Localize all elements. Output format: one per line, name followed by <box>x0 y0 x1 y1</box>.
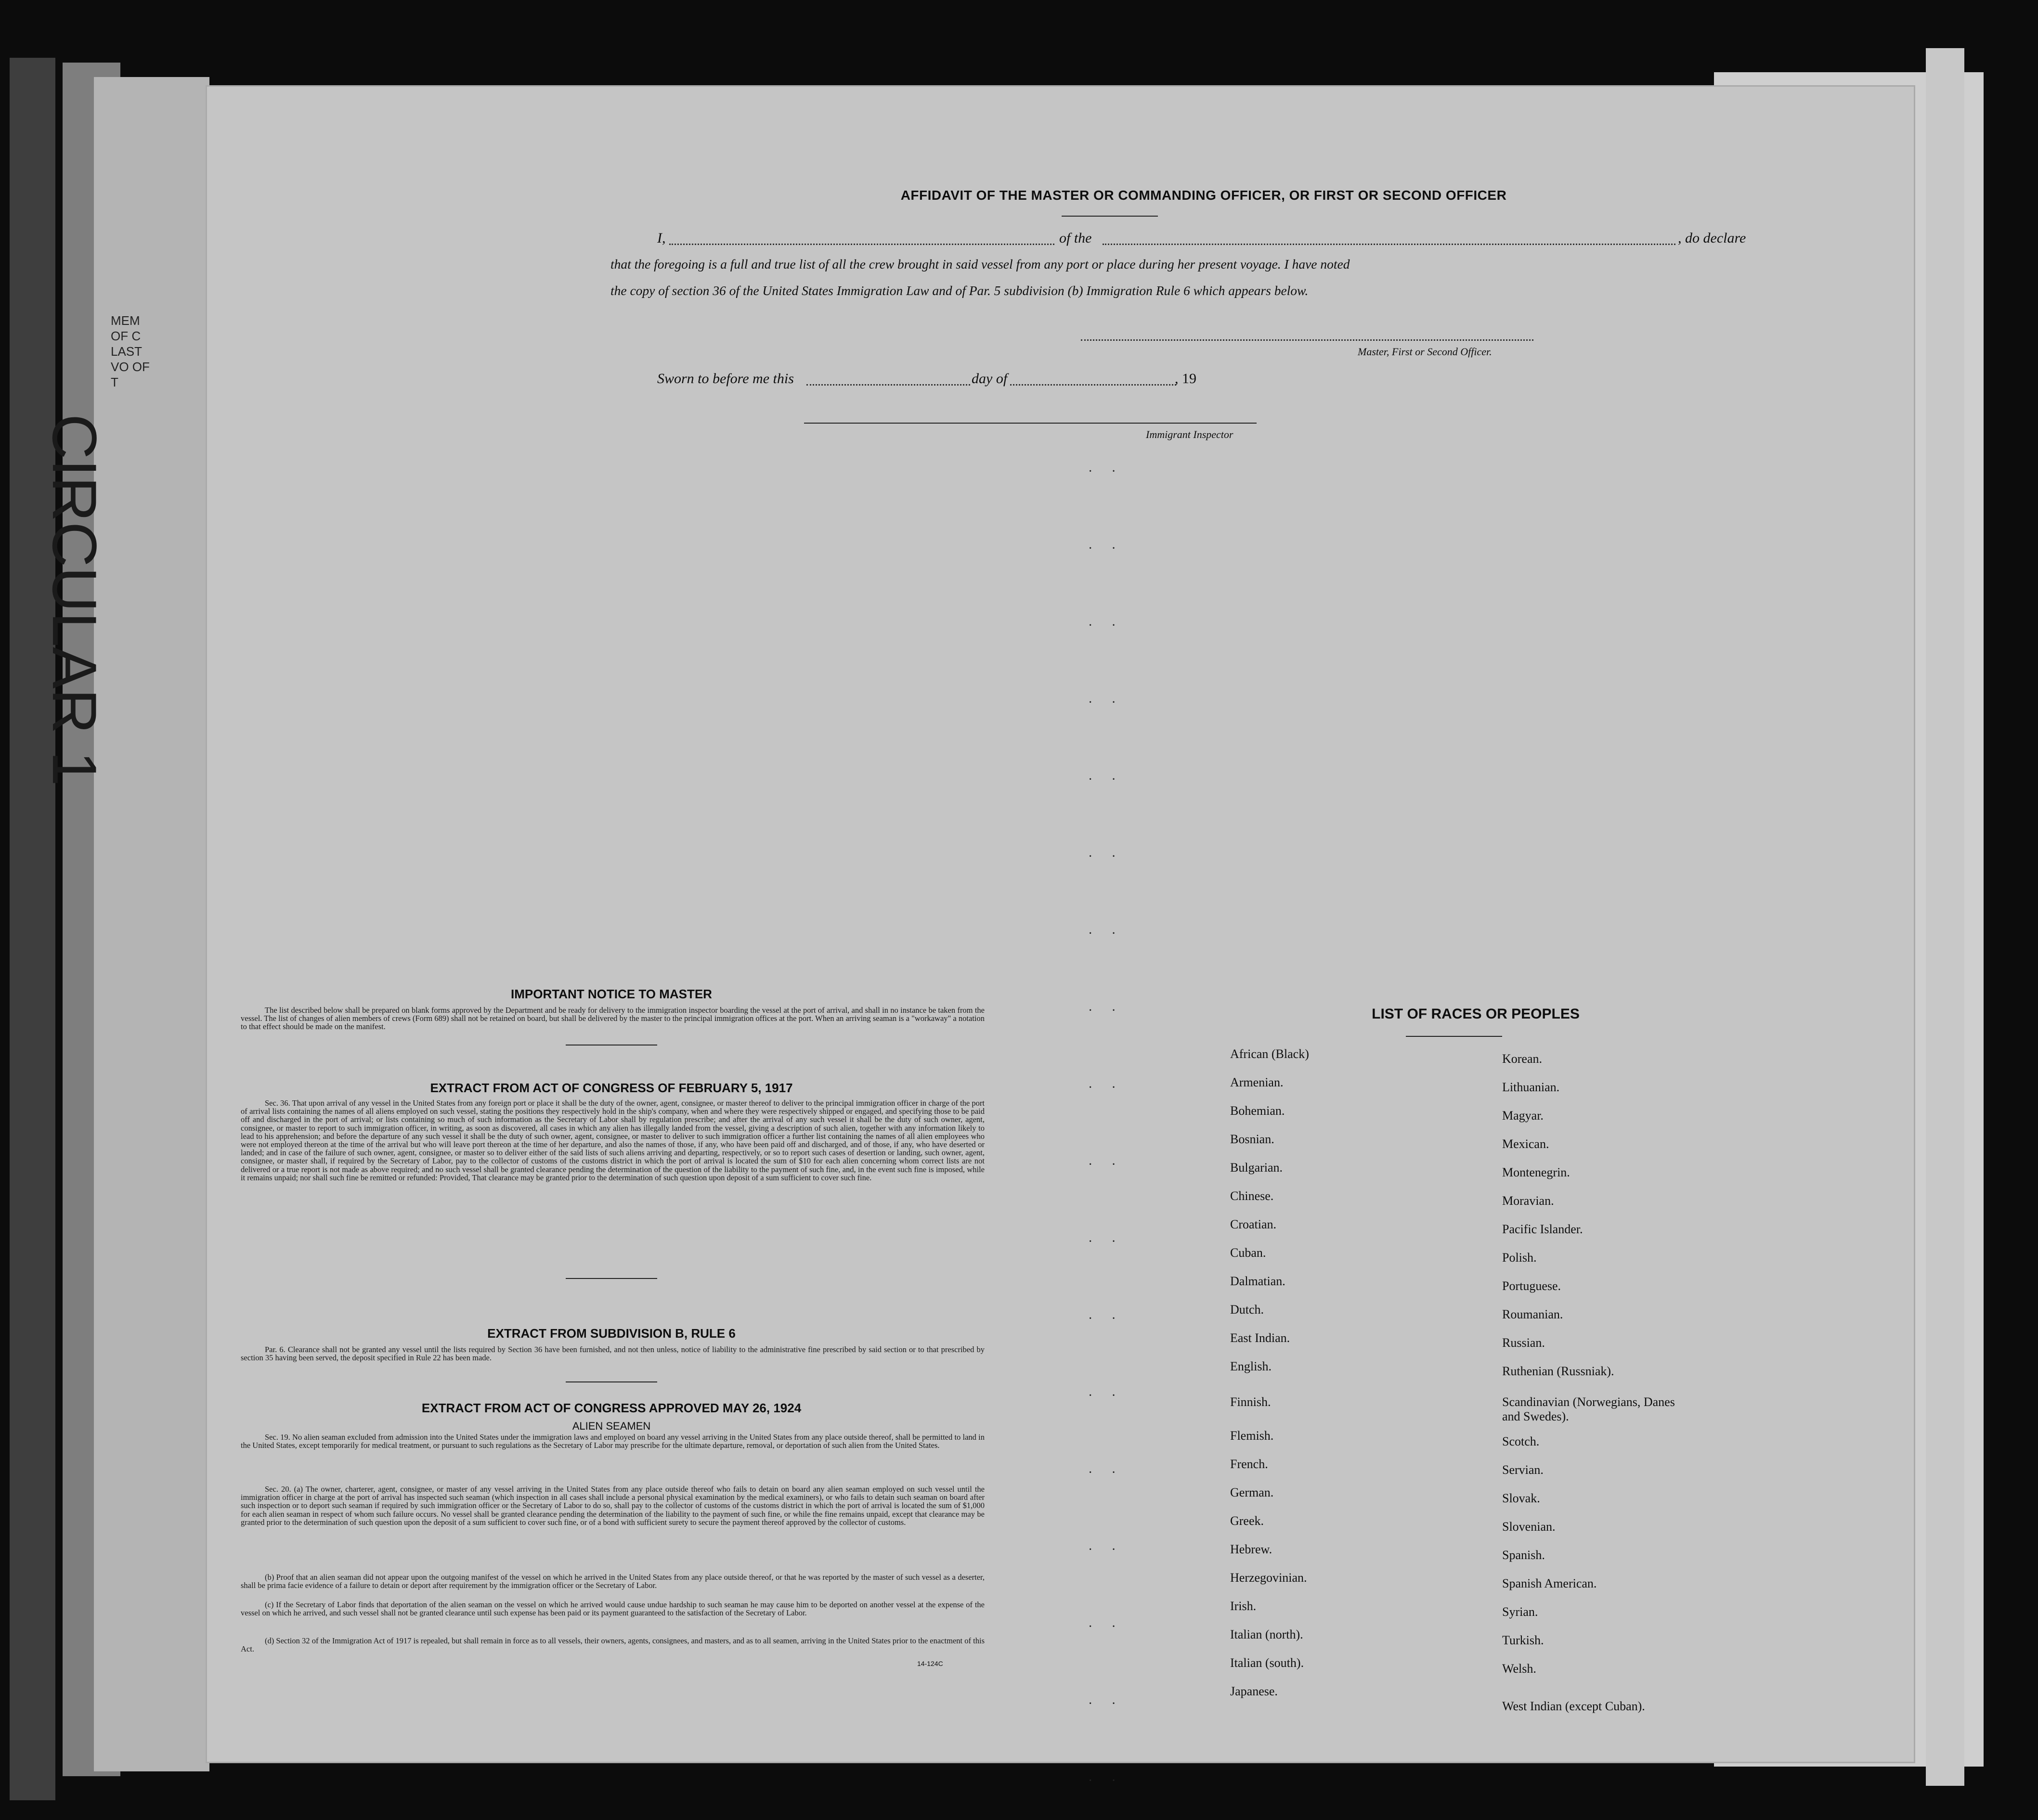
race-right-item: Lithuanian. <box>1502 1080 1560 1094</box>
affidavit-title: AFFIDAVIT OF THE MASTER OR COMMANDING OFFICER, OR FIRST OR SECOND OFFICER <box>900 188 1507 203</box>
affidavit-of-the-label: of the <box>1059 230 1092 246</box>
race-left-item: Irish. <box>1230 1599 1257 1613</box>
race-right-item: Moravian. <box>1502 1194 1554 1208</box>
inspector-signature-line <box>804 423 1257 424</box>
margin-handwritten-note: MEM OF C LAST VO OF T <box>111 313 150 389</box>
races-title-underline <box>1406 1036 1502 1037</box>
day-of-label: day of <box>972 371 1008 387</box>
underlying-page-right-edge <box>1926 48 1964 1786</box>
title-underline <box>1062 216 1158 217</box>
race-left-item: Flemish. <box>1230 1429 1274 1443</box>
race-left-item: African (Black) <box>1230 1047 1309 1061</box>
race-right-item: Scotch. <box>1502 1434 1540 1448</box>
signature-label: Master, First or Second Officer. <box>1358 346 1492 358</box>
form-page <box>207 87 1914 1788</box>
race-right-item: Ruthenian (Russniak). <box>1502 1364 1614 1378</box>
affidavit-line-2: the copy of section 36 of the United States Immigration Law and of Par. 5 subdivision (b) Immigration Rule 6 which appears below. <box>610 283 1309 298</box>
extract-1924-subtitle: ALIEN SEAMEN <box>572 1420 651 1432</box>
race-right-item: Portuguese. <box>1502 1279 1561 1293</box>
divider <box>566 1278 657 1279</box>
affidavit-do-declare: , do declare <box>1678 230 1746 246</box>
name-blank <box>669 244 1054 245</box>
race-right-item: Montenegrin. <box>1502 1165 1570 1179</box>
extract-1917-text: Sec. 36. That upon arrival of any vessel in the United States from any foreign port or place it shall be the duty of the owner, agent, consignee, or master thereof to deliver to the principal immigration officer in charge of the port of arrival lists containing the names of all aliens employed on such vessel, stating the positions they respectively hold in the ship's company, when and where they were respectively shipped or engaged, and specifying those to be paid off and discharged in the port of arrival; or lists containing so much of such information as the Secretary of Labor shall by regulation prescribe; and after the arrival of any such vessel it shall be the duty of such owner, agent, consignee, or master to report to such immigration officer, in writing, as soon as discovered, all cases in which any alien has illegally landed from the vessel, giving a description of such alien, together with any information likely to lead to his apprehension; and before the departure of any such vessel it shall be the duty of such owner, agent, consignee, or master to deliver to such immigration officer a further list containing the names of all alien employees who were not employed thereon at the time of the arrival but who will leave port thereon at the time of her departure, and also the names of those, if any, who have been paid off and discharged, and of those, if any, who have deserted or landed; and in case of the failure of such owner, agent, consignee, or master so to deliver either of the said lists of such aliens arriving and departing, respectively, or so to report such cases of desertion or landing, such owner, agent, consignee, or master shall, if required by the Secretary of Labor, pay to the collector of customs of the customs district in which the port of arrival is located the sum of $10 for each alien concerning whom correct lists are not delivered or a true report is not made as above required; and no such vessel shall be granted clearance pending the determination of the question of the liability to the payment of such fine, and, in the event such fine is imposed, while it remains unpaid; nor shall such fine be remitted or refunded: Provided, That clearance may be granted prior to the determination of such question upon deposit of a sum sufficient to cover such fine. <box>241 1098 985 1182</box>
race-right-item: Korean. <box>1502 1052 1543 1066</box>
race-left-item: Armenian. <box>1230 1075 1284 1089</box>
race-right-item: Syrian. <box>1502 1605 1538 1619</box>
sworn-day-blank <box>806 384 970 386</box>
race-left-item: Chinese. <box>1230 1189 1274 1203</box>
signature-line <box>1081 339 1533 341</box>
race-left-item: Greek. <box>1230 1514 1264 1528</box>
race-left-item: Cuban. <box>1230 1246 1266 1260</box>
race-left-item: Croatian. <box>1230 1217 1277 1231</box>
race-right-item: Pacific Islander. <box>1502 1222 1583 1236</box>
sec-20a-text: Sec. 20. (a) The owner, charterer, agent, consignee, or master of any vessel arriving in the United States from any place outside thereof who fails to detain on board any alien seaman employed on such vessel until the immigration officer in charge at the port of arrival has inspected such seaman (which inspection in all cases shall include a personal physical examination by the medical examiners), or who fails to detain such seaman on board after such inspection or to deport such seaman if required by such immigration officer or the Secretary of Labor to do so, shall pay to the collector of customs of the customs district in which the port of arrival is located the sum of $1,000 for each alien seaman in respect of whom such failure occurs. No vessel shall be granted clearance pending the determination of the liability to the payment of such fine, or while the fine remains unpaid, except that clearance may be granted prior to the determination of such question upon the deposit of a sum sufficient to cover such fine, or of a bond with sufficient surety to secure the payment thereof approved by the collector of customs. <box>241 1484 985 1527</box>
inspector-label: Immigrant Inspector <box>1146 428 1233 440</box>
race-right-item: Magyar. <box>1502 1109 1544 1123</box>
rule-6-text: Par. 6. Clearance shall not be granted any vessel until the lists required by Section 36 have been furnished, and not then unless, notice of liability to the administrative fine prescribed by said section or to that prescribed by section 35 having been served, the deposit specified in Rule 22 has been made. <box>241 1345 985 1363</box>
race-left-item: Bulgarian. <box>1230 1161 1283 1175</box>
affidavit-i-label: I, <box>657 230 666 246</box>
race-right-item: Polish. <box>1502 1251 1537 1265</box>
sec-19-text: Sec. 19. No alien seaman excluded from admission into the United States under the immigration laws and employed on board any vessel arriving in the United States from any place outside thereof, shall be permitted to land in the United States, except temporarily for medical treatment, or pursuant to such regulations as the Secretary of Labor may prescribe for the ultimate departure, removal, or deportation of such alien from the United States. <box>241 1433 985 1450</box>
race-left-item: Dutch. <box>1230 1303 1264 1317</box>
race-right-item: Russian. <box>1502 1336 1545 1350</box>
race-left-item: Hebrew. <box>1230 1542 1272 1556</box>
affidavit-line-1: that the foregoing is a full and true list of all the crew brought in said vessel from any port or place during her present voyage. I have noted <box>610 257 1350 271</box>
sworn-month-blank <box>1010 384 1176 386</box>
races-title: LIST OF RACES OR PEOPLES <box>1372 1006 1580 1022</box>
race-left-item: Italian (north). <box>1230 1627 1303 1641</box>
divider <box>566 1045 657 1046</box>
race-left-item: Japanese. <box>1230 1684 1278 1698</box>
race-right-item: West Indian (except Cuban). <box>1502 1699 1645 1713</box>
race-left-item: Herzegovinian. <box>1230 1571 1307 1585</box>
race-left-item: French. <box>1230 1457 1268 1471</box>
margin-scrawl <box>0 414 111 472</box>
divider <box>566 1381 657 1382</box>
year-label: , 19 <box>1175 371 1196 387</box>
notice-title: IMPORTANT NOTICE TO MASTER <box>511 987 712 1001</box>
rule-6-title: EXTRACT FROM SUBDIVISION B, RULE 6 <box>487 1326 736 1341</box>
race-right-item: Welsh. <box>1502 1662 1536 1676</box>
vessel-blank <box>1103 244 1675 245</box>
race-left-item: Bosnian. <box>1230 1132 1274 1146</box>
extract-1917-title: EXTRACT FROM ACT OF CONGRESS OF FEBRUARY 5, 1917 <box>430 1081 793 1095</box>
notice-text: The list described below shall be prepared on blank forms approved by the Department and be ready for delivery to the immigration inspector boarding the vessel at the port of arrival, and shall in no instance be taken from the vessel. The list of changes of alien members of crews (Form 689) shall not be retained on board, but shall be delivered by the master to the principal immigration offices at the port. When an arriving seaman is a "workaway" a notation to that effect should be made on the manifest. <box>241 1006 985 1032</box>
race-right-item: Turkish. <box>1502 1633 1544 1647</box>
form-number: 14-124C <box>917 1660 943 1667</box>
race-right-item: Scandinavian (Norwegians, Danes and Swedes). <box>1502 1395 1675 1423</box>
race-right-item: Spanish. <box>1502 1548 1545 1562</box>
race-right-item: Servian. <box>1502 1463 1544 1477</box>
sworn-label: Sworn to before me this <box>657 371 794 387</box>
sec-20d-text: (d) Section 32 of the Immigration Act of 1917 is repealed, but shall remain in force as to all vessels, their owners, agents, consignees, and masters, and as to all seamen, arriving in the United States prior to the enactment of this Act. <box>241 1636 985 1654</box>
sec-20c-text: (c) If the Secretary of Labor finds that deportation of the alien seaman on the vessel on which he arrived would cause undue hardship to such seaman he may cause him to be deported on another vessel at the expense of the vessel on which he arrived, and such vessel shall not be granted clearance until such expense has been paid or its payment guaranteed to the satisfaction of the Secretary of Labor. <box>241 1600 985 1618</box>
race-right-item: Mexican. <box>1502 1137 1549 1151</box>
race-left-item: Finnish. <box>1230 1395 1271 1409</box>
stray-marks: · · · · · · · · · · · · · · · · · · · · · · · · · · · · · · · · · · · · <box>1088 464 1124 1788</box>
sec-20b-text: (b) Proof that an alien seaman did not appear upon the outgoing manifest of the vessel on which he arrived in the United States from any place outside thereof, or that he was reported by the master of such vessel as a deserter, shall be prima facie evidence of a failure to detain or deport after requirement by the immigration officer or the Secretary of Labor. <box>241 1573 985 1590</box>
race-left-item: Bohemian. <box>1230 1104 1285 1118</box>
race-right-item: Slovenian. <box>1502 1520 1556 1534</box>
race-left-item: Dalmatian. <box>1230 1274 1285 1288</box>
race-left-item: English. <box>1230 1359 1272 1373</box>
race-right-item: Spanish American. <box>1502 1576 1597 1590</box>
race-right-item: Roumanian. <box>1502 1307 1563 1321</box>
race-left-item: German. <box>1230 1485 1274 1499</box>
race-left-item: Italian (south). <box>1230 1656 1304 1670</box>
underlying-page-edge <box>10 58 55 1800</box>
race-left-item: East Indian. <box>1230 1331 1290 1345</box>
extract-1924-title: EXTRACT FROM ACT OF CONGRESS APPROVED MAY 26, 1924 <box>421 1401 802 1415</box>
race-right-item: Slovak. <box>1502 1491 1540 1505</box>
